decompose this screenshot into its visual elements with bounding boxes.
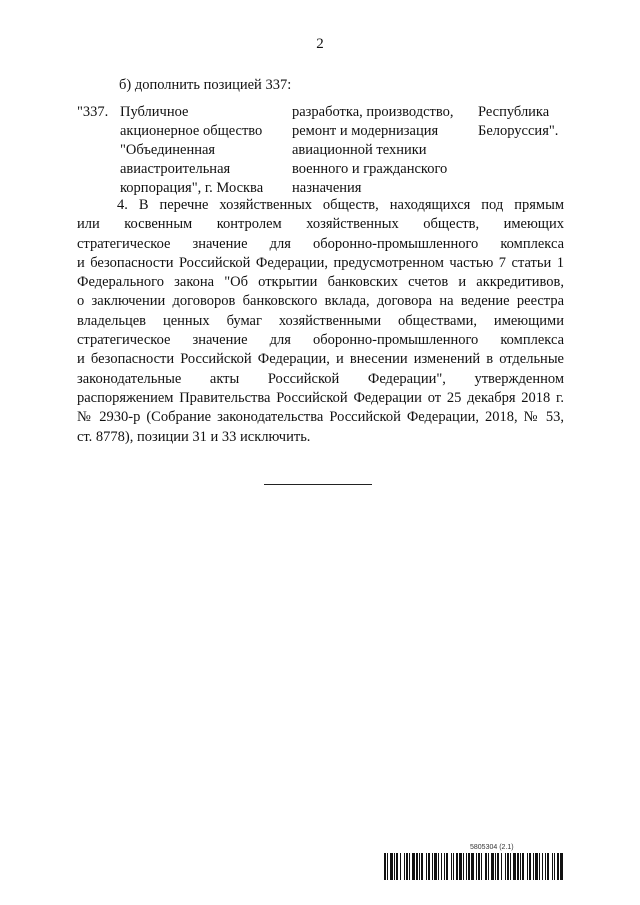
paragraph-line: стратегическое значение для оборонно-промышленного комплекса [77,235,564,252]
company-name-line: акционерное общество [120,123,263,139]
paragraph-line: № 2930-р (Собрание законодательства Российской Федерации, 2018, № 53, [77,409,564,426]
paragraph-line: ст. 8778), позиции 31 и 33 исключить. [77,428,311,445]
item-b-text: б) дополнить позицией 337: [119,77,292,93]
country-line: Белоруссия". [478,123,559,139]
barcode-label: 5805304 (2.1) [470,844,514,851]
activity-line: авиационной техники [292,142,427,158]
company-name-line: авиастроительная [120,161,231,177]
activity-description [292,103,472,198]
activity-line: разработка, производство, [292,104,454,120]
activity-line: ремонт и модернизация [292,123,439,139]
paragraph-line: владельцев ценных бумаг хозяйственными обществами, имеющими [77,312,564,329]
closing-divider [264,484,372,485]
paragraph-line: распоряжением Правительства Российской Федерации от 25 декабря 2018 г. [77,389,564,406]
company-name-line: "Объединенная [120,142,216,158]
paragraph-line: о заключении договоров банковского вклада, договора на ведение реестра [77,293,564,310]
paragraph-line: Федерального закона "Об открытии банковских счетов и аккредитивов, [77,274,564,291]
company-name-line: Публичное [120,104,189,120]
item-4-paragraph [77,196,564,447]
page-number: 2 [316,36,324,52]
barcode [384,853,564,880]
paragraph-line: и безопасности Российской Федерации, и внесении изменений в отдельные [77,351,564,368]
paragraph-line: стратегическое значение для оборонно-промышленного комплекса [77,332,564,349]
position-number: "337. [77,104,109,120]
paragraph-line: законодательные акты Российской Федерации", утвержденном [77,370,564,387]
paragraph-line: и безопасности Российской Федерации, предусмотренном частью 7 статьи 1 [77,254,564,271]
paragraph-line: 4. В перечне хозяйственных обществ, находящихся под прямым [117,197,564,213]
country [478,103,578,141]
activity-line: назначения [292,180,362,196]
company-name [120,103,280,198]
country-line: Республика [478,104,550,120]
company-name-line: корпорация", г. Москва [120,180,264,196]
activity-line: военного и гражданского [292,161,448,177]
paragraph-line: или косвенным контролем хозяйственных обществ, имеющих [77,216,564,233]
